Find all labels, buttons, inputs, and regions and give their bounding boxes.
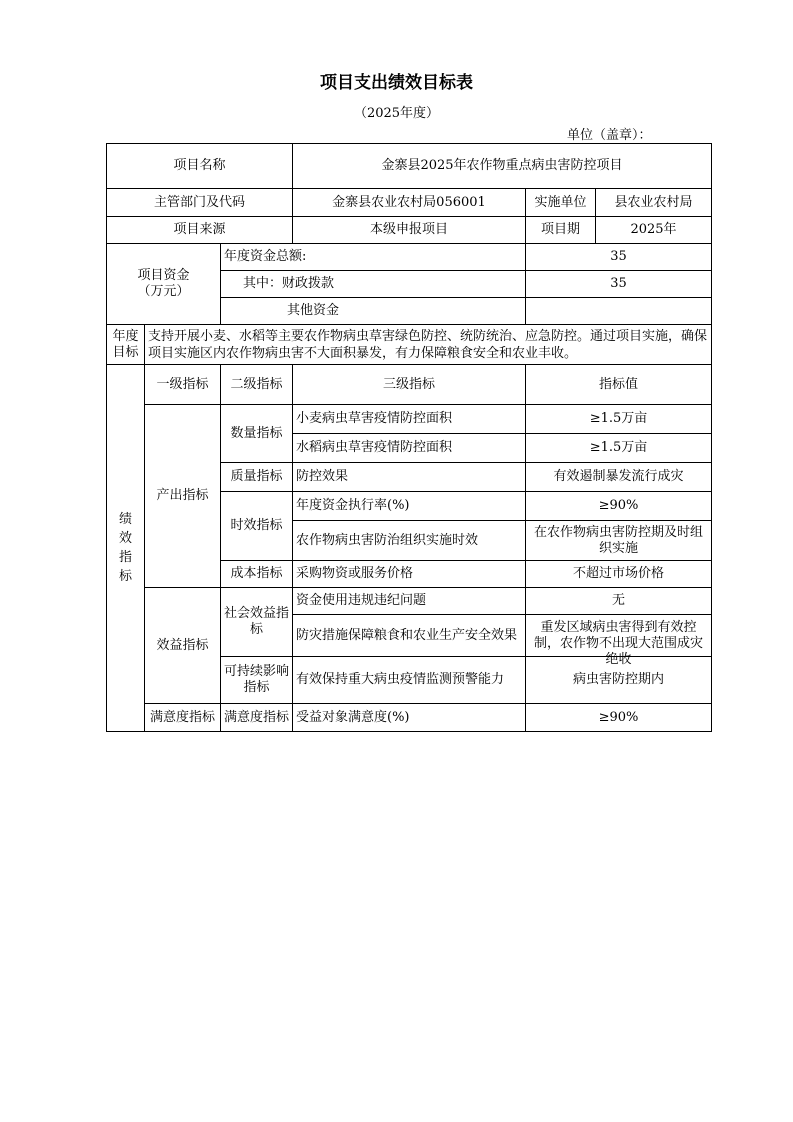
unit-seal-label: 单位（盖章）： [567, 128, 652, 143]
level3-name [293, 615, 526, 657]
header-value: 指标值 [526, 365, 712, 405]
indicator-value: 有效遏制暴发流行成灾 [526, 463, 712, 492]
table-row [107, 405, 712, 434]
indicator-value: ≥90% [526, 492, 712, 521]
table-row [107, 588, 712, 615]
label-fund-unit: （万元） [137, 284, 190, 299]
label-fund [107, 244, 221, 325]
indicator-value-text: 在农作物病虫害防控期及时组织实施 [534, 524, 704, 556]
level3-name: 有效保持重大病虫疫情监测预警能力 [293, 657, 526, 704]
fiscal-year: （2025年度） [353, 106, 440, 121]
label-perf: 绩效指标 [107, 365, 145, 732]
level2-sustainable [221, 657, 293, 704]
value-fund-fiscal: 35 [526, 271, 712, 298]
level2-satisfaction [221, 704, 293, 732]
level2-quantity: 数量指标 [221, 405, 293, 463]
level3-name: 农作物病虫害防治组织实施时效 [293, 521, 526, 561]
indicator-value [526, 615, 712, 667]
level3-name: 年度资金执行率(%) [293, 492, 526, 521]
level3-name: 受益对象满意度(%) [293, 704, 526, 732]
page-title: 项目支出绩效目标表 [320, 73, 473, 93]
row-indicator-header [107, 365, 712, 405]
label-dept: 主管部门及代码 [107, 189, 293, 217]
indicator-value: ≥1.5万亩 [526, 434, 712, 463]
value-project-name: 金寨县2025年农作物重点病虫害防控项目 [293, 144, 712, 189]
header-level2: 二级指标 [221, 365, 293, 405]
table-row [107, 704, 712, 732]
level2-social [221, 588, 293, 657]
level2-cost: 成本指标 [221, 561, 293, 588]
indicator-value: 不超过市场价格 [526, 561, 712, 588]
row-source [107, 217, 712, 244]
level2-sustainable-text: 可持续影响指标 [224, 664, 290, 695]
label-fund-total: 年度资金总额: [221, 244, 526, 271]
value-objective: 支持开展小麦、水稻等主要农作物病虫草害绿色防控、统防统治、应急防控。通过项目实施，确保项目实施区内农作物病虫害不大面积暴发，有力保障粮食安全和农业丰收。 [145, 325, 712, 365]
row-objective [107, 325, 712, 365]
label-fund-fiscal: 其中：财政拨款 [221, 271, 526, 298]
row-dept [107, 189, 712, 217]
level3-name: 资金使用违规违纪问题 [293, 588, 526, 615]
level3-name: 水稻病虫草害疫情防控面积 [293, 434, 526, 463]
label-objective: 年度目标 [107, 325, 145, 365]
level1-benefit: 效益指标 [145, 588, 221, 704]
performance-target-table [106, 143, 712, 732]
level1-output: 产出指标 [145, 405, 221, 588]
value-impl-unit: 县农业农村局 [596, 189, 712, 217]
label-fund-title: 项目资金 [137, 268, 190, 283]
indicator-value: 病虫害防控期内 [526, 657, 712, 704]
label-impl-unit: 实施单位 [526, 189, 596, 217]
indicator-value: ≥90% [526, 704, 712, 732]
value-fund-total: 35 [526, 244, 712, 271]
header-level3: 三级指标 [293, 365, 526, 405]
level2-satisfaction-text: 满意度指标 [224, 710, 290, 725]
indicator-value: ≥1.5万亩 [526, 405, 712, 434]
value-source: 本级申报项目 [293, 217, 526, 244]
level2-social-text: 社会效益指标 [224, 606, 290, 637]
level3-name-text: 防灾措施保障粮食和农业生产安全效果 [296, 627, 518, 643]
label-fund-other: 其他资金 [221, 298, 526, 325]
label-period: 项目期 [526, 217, 596, 244]
header-level1: 一级指标 [145, 365, 221, 405]
row-project-name [107, 144, 712, 189]
value-fund-other [526, 298, 712, 325]
row-fund-total [107, 244, 712, 271]
value-period: 2025年 [596, 217, 712, 244]
value-dept: 金寨县农业农村局056001 [293, 189, 526, 217]
indicator-value-text: 重发区域病虫害得到有效控制，农作物不出现大范围成灾绝收 [534, 619, 704, 667]
indicator-value: 无 [526, 588, 712, 615]
label-project-name: 项目名称 [107, 144, 293, 189]
level2-quality: 质量指标 [221, 463, 293, 492]
level3-name: 采购物资或服务价格 [293, 561, 526, 588]
label-source: 项目来源 [107, 217, 293, 244]
level1-satisfaction: 满意度指标 [145, 704, 221, 732]
level3-name: 防控效果 [293, 463, 526, 492]
indicator-value [526, 521, 712, 561]
level2-timeliness: 时效指标 [221, 492, 293, 561]
level3-name: 小麦病虫草害疫情防控面积 [293, 405, 526, 434]
